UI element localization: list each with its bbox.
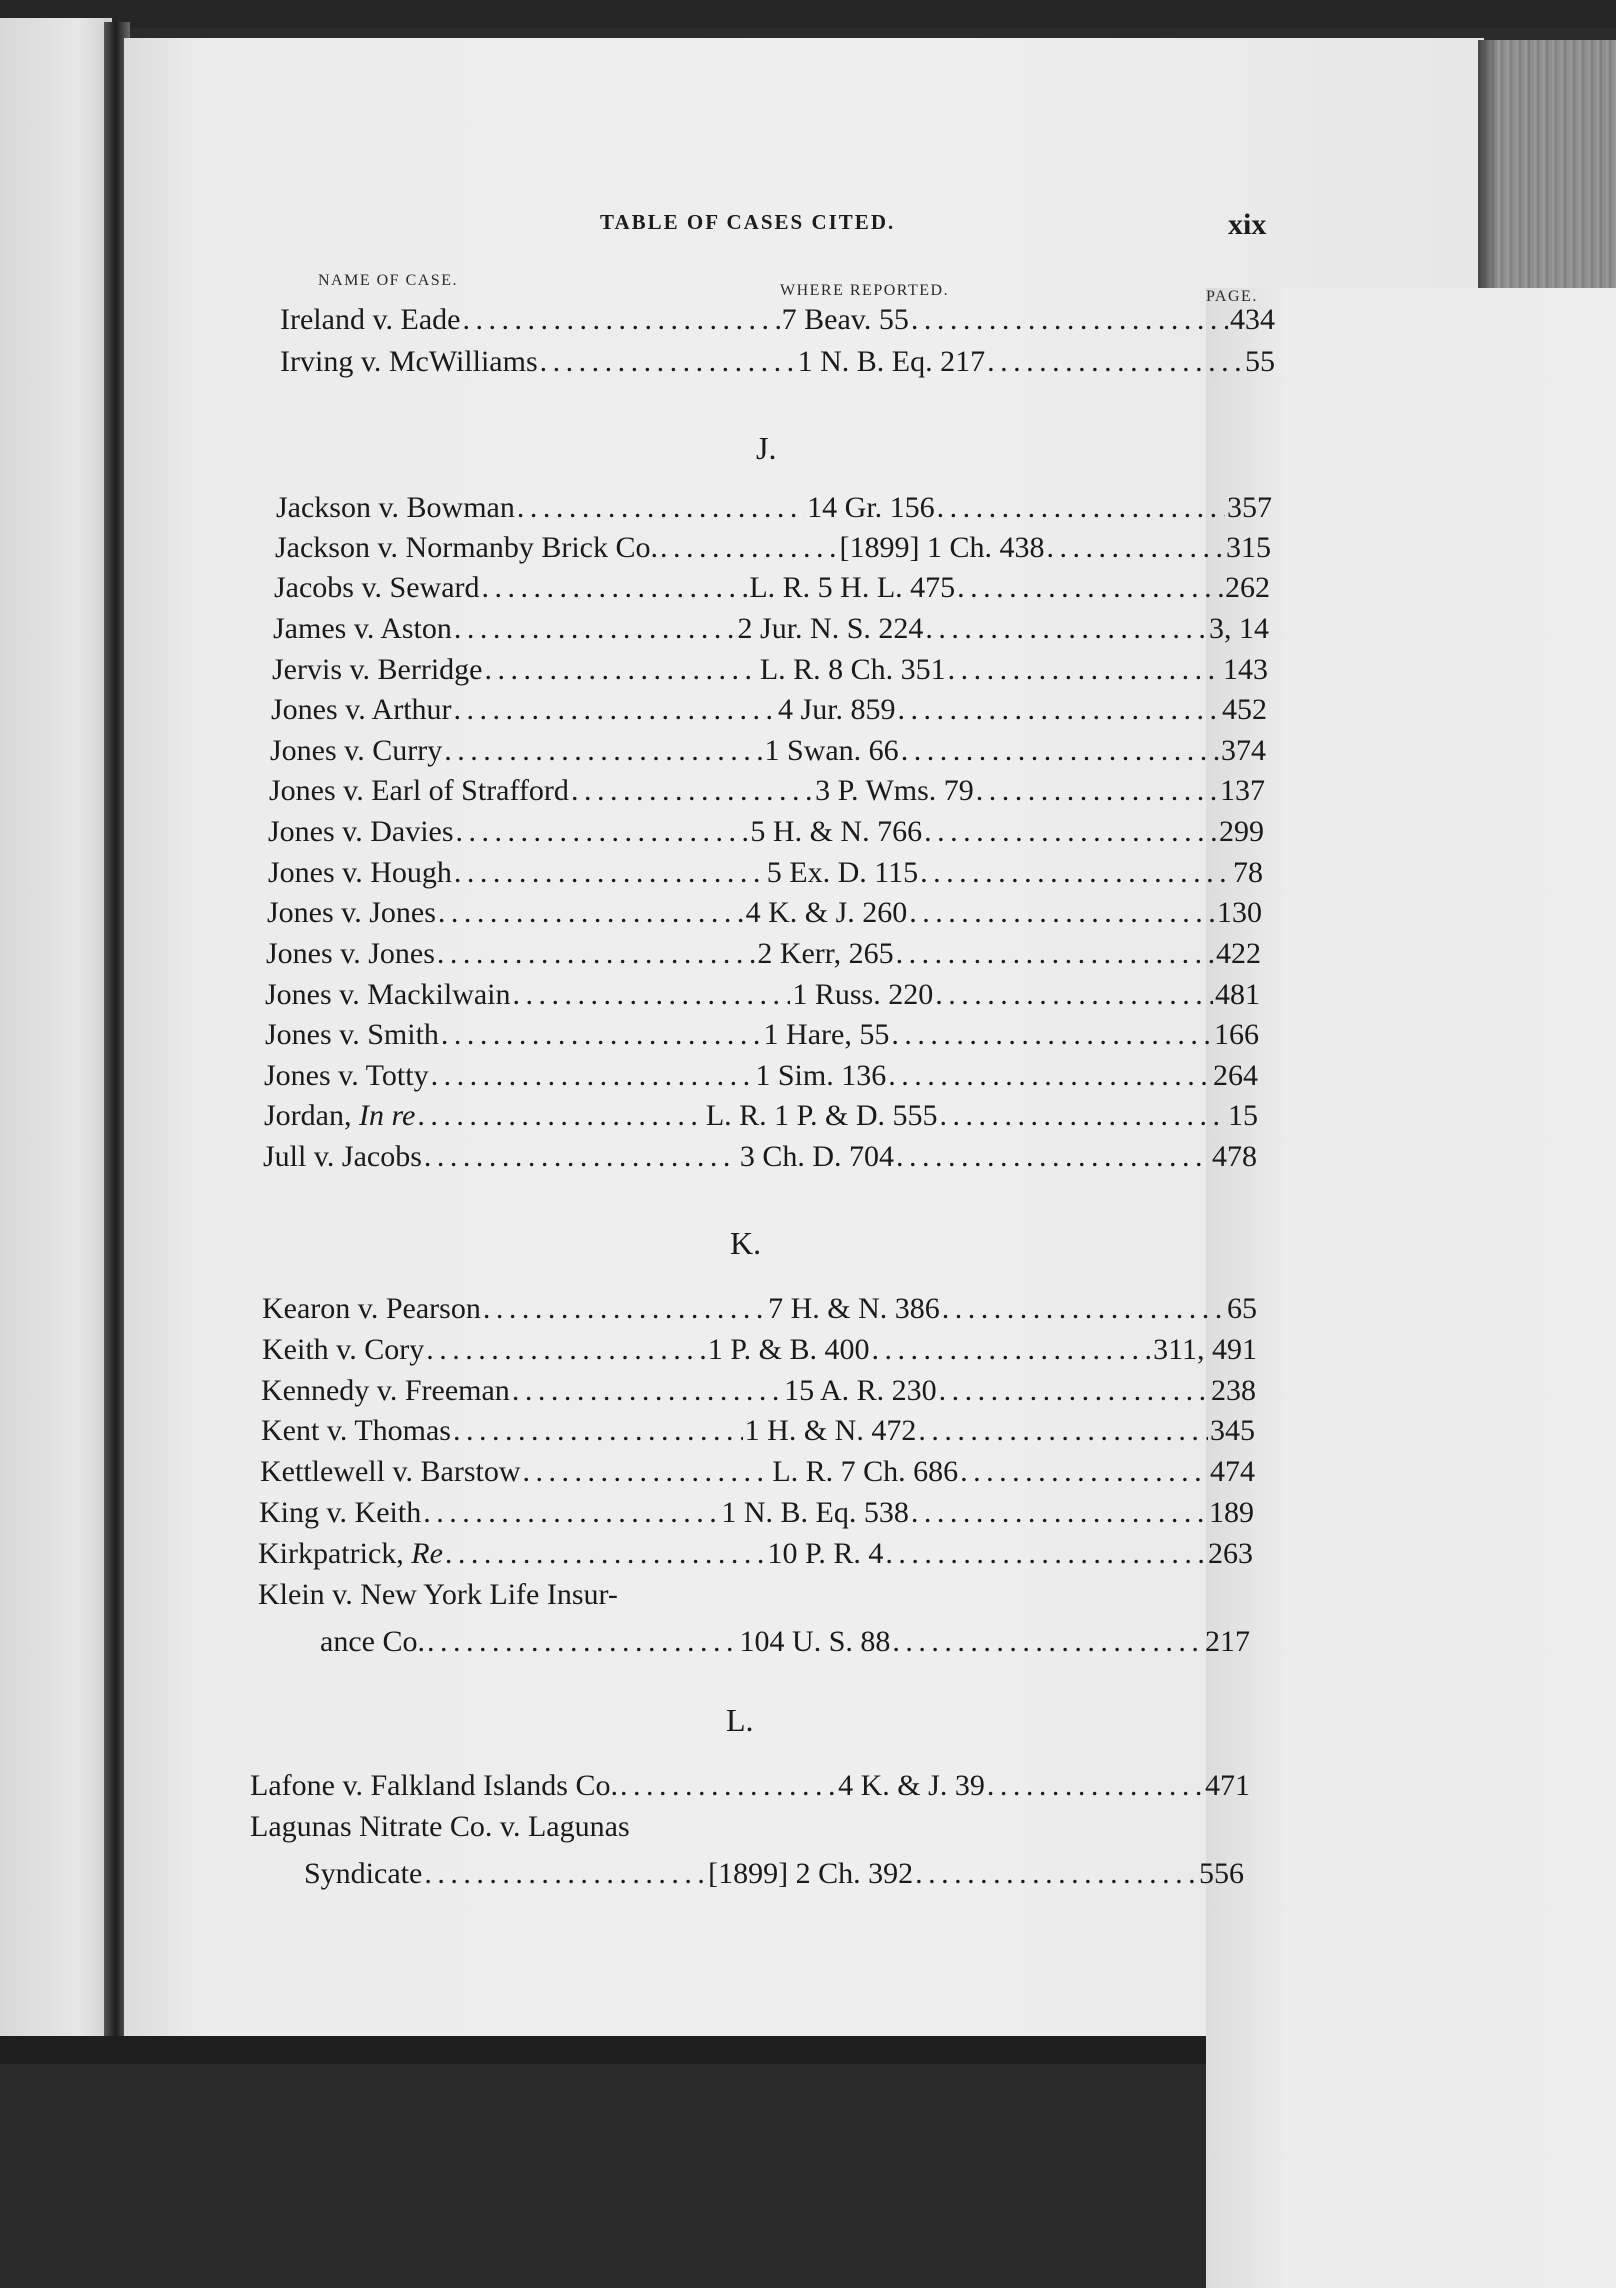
case-entry: Kearon v. Pearson . . . 7 H. & N. 386 . . . 65 bbox=[262, 1291, 1257, 1327]
section-letter-j: J. bbox=[756, 430, 777, 466]
case-entry: Jones v. Curry . . . 1 Swan. 66 . . . 374 bbox=[270, 733, 1266, 769]
case-entry: Kettlewell v. Barstow . . . L. R. 7 Ch. 686 . . . 474 bbox=[260, 1454, 1255, 1490]
case-entry: James v. Aston . . . 2 Jur. N. S. 224 . . . 3, 14 bbox=[273, 611, 1269, 647]
case-entry: Kennedy v. Freeman . . . 15 A. R. 230 . . . 238 bbox=[261, 1373, 1256, 1409]
case-entry: Jackson v. Bowman . . . 14 Gr. 156 . . . 357 bbox=[276, 490, 1272, 526]
case-name-continued: Lagunas Nitrate Co. v. Lagunas bbox=[250, 1810, 630, 1843]
page-number: xix bbox=[1228, 208, 1267, 241]
section-letter-l: L. bbox=[726, 1702, 754, 1738]
case-entry: Syndicate . . . [1899] 2 Ch. 392 . . . 556 bbox=[304, 1856, 1244, 1892]
case-entry: Jervis v. Berridge . . . L. R. 8 Ch. 351 . . . 143 bbox=[272, 652, 1268, 688]
case-entry: Jordan, In re . . . L. R. 1 P. & D. 555 . . . 15 bbox=[264, 1098, 1258, 1134]
case-entry: Irving v. McWilliams . . . 1 N. B. Eq. 217 . . . 55 bbox=[280, 344, 1275, 380]
case-entry: Jones v. Hough . . . 5 Ex. D. 115 . . . 78 bbox=[268, 855, 1263, 891]
case-entry: Jones v. Mackilwain . . . 1 Russ. 220 . . . 481 bbox=[265, 977, 1260, 1013]
case-entry: Kirkpatrick, Re . . . 10 P. R. 4 . . . 263 bbox=[258, 1536, 1253, 1572]
column-header-where: WHERE REPORTED. bbox=[780, 282, 950, 299]
case-entry: Jones v. Earl of Strafford . . . 3 P. Wms. 79 . . . 137 bbox=[269, 773, 1265, 809]
case-entry: Jones v. Jones . . . 2 Kerr, 265 . . . 422 bbox=[266, 936, 1261, 972]
facing-page-edge bbox=[0, 18, 112, 2048]
section-letter-k: K. bbox=[730, 1225, 762, 1261]
case-entry: Ireland v. Eade . . . 7 Beav. 55 . . . 434 bbox=[280, 302, 1275, 338]
column-header-page: PAGE. bbox=[1206, 288, 1616, 2288]
case-entry: Jackson v. Normanby Brick Co. . . . [1899] 1 Ch. 438 . . . 315 bbox=[275, 530, 1271, 566]
column-header-name: NAME OF CASE. bbox=[318, 272, 458, 289]
case-entry: Jones v. Totty . . . 1 Sim. 136 . . . 264 bbox=[264, 1058, 1258, 1094]
case-entry: Jones v. Jones . . . 4 K. & J. 260 . . . 130 bbox=[267, 895, 1262, 931]
case-entry: Keith v. Cory . . . 1 P. & B. 400 . . . 311, 491 bbox=[262, 1332, 1257, 1368]
case-entry: Kent v. Thomas . . . 1 H. & N. 472 . . . 345 bbox=[261, 1413, 1255, 1449]
case-entry: Jones v. Davies . . . 5 H. & N. 766 . . . 299 bbox=[268, 814, 1264, 850]
case-entry: Lafone v. Falkland Islands Co. . . . 4 K. & J. 39 . . . 471 bbox=[250, 1768, 1250, 1804]
case-entry: ance Co. . . . 104 U. S. 88 . . . 217 bbox=[320, 1624, 1250, 1660]
case-entry: Jull v. Jacobs . . . 3 Ch. D. 704 . . . 478 bbox=[263, 1139, 1257, 1175]
case-entry: Jones v. Smith . . . 1 Hare, 55 . . . 166 bbox=[265, 1017, 1259, 1053]
case-entry: King v. Keith . . . 1 N. B. Eq. 538 . . . 189 bbox=[259, 1495, 1254, 1531]
case-entry: Jacobs v. Seward . . . L. R. 5 H. L. 475 . . . 262 bbox=[274, 570, 1270, 606]
case-name-continued: Klein v. New York Life Insur- bbox=[258, 1578, 618, 1611]
case-entry: Jones v. Arthur . . . 4 Jur. 859 . . . 452 bbox=[271, 692, 1267, 728]
running-title: TABLE OF CASES CITED. bbox=[600, 210, 896, 234]
scan-top-border bbox=[0, 0, 1616, 28]
